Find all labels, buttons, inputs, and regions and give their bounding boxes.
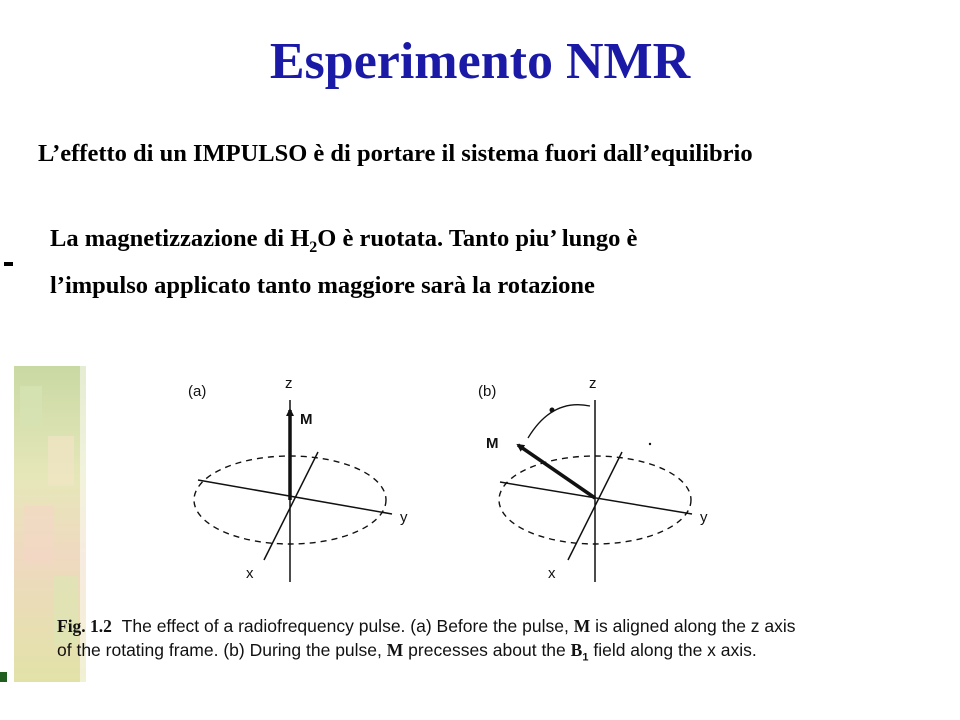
caption-line-2-mid: precesses about the [408,640,566,660]
dash-mark [4,262,13,266]
caption-fig-number: Fig. 1.2 [57,616,112,636]
panel-a-label: (a) [188,383,207,400]
h2o-subscript: 2 [309,238,318,256]
caption-line-2-sub: 1 [582,651,589,664]
panel-b-label: (b) [478,383,497,400]
panel-b-y-label: y [700,509,708,526]
panel-a-z-label: z [285,375,293,392]
caption-line-1-pre: The effect of a radiofrequency pulse. (a) Before the pulse, [121,616,569,636]
panel-b [478,375,708,582]
caption-line-1-post: is aligned along the z axis [595,616,796,636]
caption-line-2-pre: of the rotating frame. (b) During the pulse, [57,640,382,660]
panel-b-rotation-arc [528,405,590,438]
body-line-1 [50,220,637,267]
caption-line-1 [57,614,796,638]
panel-b-x-label: x [548,565,556,582]
panel-b-arc-dot [550,408,555,413]
panel-b-m-label: M [486,435,499,452]
scan-corner-mark [0,672,7,682]
caption-line-1-m: M [573,616,591,636]
panel-b-y-axis [500,482,692,514]
panel-a-y-label: y [400,509,408,526]
panel-a [188,375,408,582]
panel-b-stray-dot [649,443,651,445]
panel-b-m-vector [518,445,595,498]
figure-caption [57,614,796,670]
slide-title: Esperimento NMR [269,33,691,90]
panel-a-x-label: x [246,565,254,582]
slide-subtitle: L’effetto di un IMPULSO è di portare il sistema fuori dall’equilibrio [38,140,753,167]
panel-b-z-label: z [589,375,597,392]
caption-line-2-post: field along the x axis. [593,640,757,660]
caption-line-2-m: M [386,640,404,660]
caption-line-2-b: B [570,640,583,660]
body-text [50,220,637,305]
panel-a-m-label: M [300,411,313,428]
body-line-2: l’impulso applicato tanto maggiore sarà la rotazione [50,271,595,299]
body-line-1-pre: La magnetizzazione di H [50,225,310,252]
caption-line-2 [57,638,796,670]
body-line-1-post: O è ruotata. Tanto piu’ lungo è [317,225,638,252]
magnetization-figure [100,360,860,600]
